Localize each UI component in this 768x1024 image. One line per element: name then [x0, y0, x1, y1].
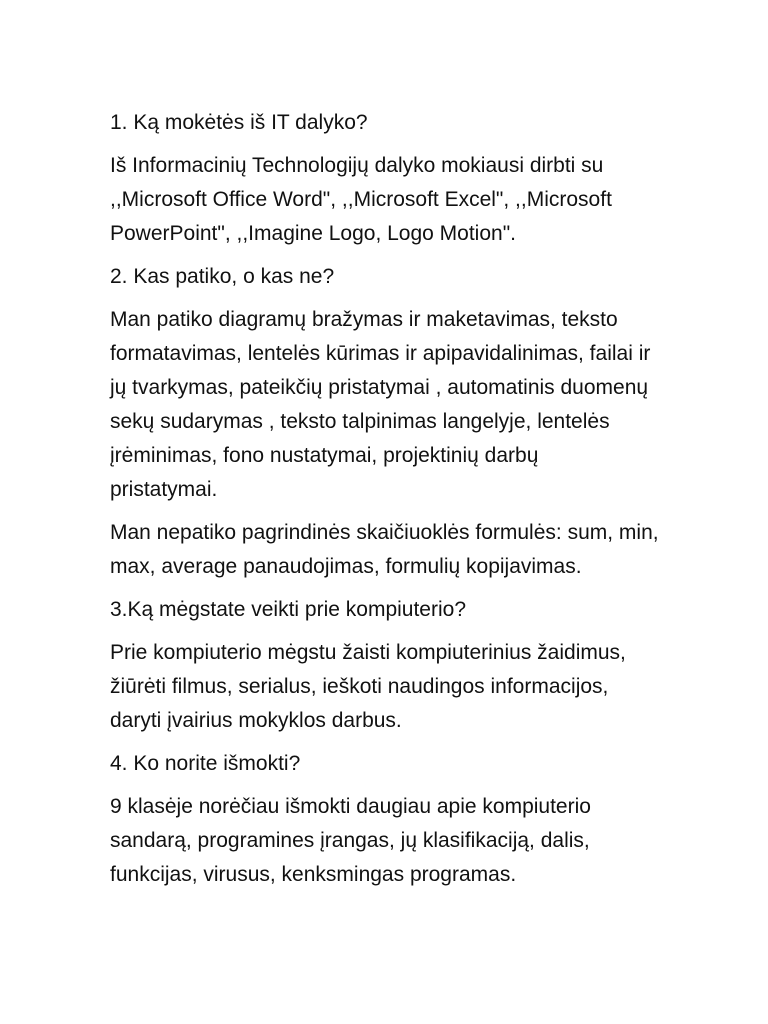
question-2	[110, 260, 740, 294]
text-line: 4. Ko norite išmokti?	[110, 752, 301, 775]
text-line: pristatymai.	[110, 478, 218, 501]
text-line: sandarą, programines įrangas, jų klasifikaciją, dalis,	[110, 829, 590, 852]
text-line: PowerPoint", ,,Imagine Logo, Logo Motion".	[110, 222, 516, 245]
document-body	[110, 106, 740, 901]
answer-4	[110, 790, 740, 892]
text-line: įrėminimas, fono nustatymai, projektinių darbų	[110, 444, 539, 467]
text-line: daryti įvairius mokyklos darbus.	[110, 709, 402, 732]
text-line: sekų sudarymas , teksto talpinimas langelyje, lentelės	[110, 410, 610, 433]
text-line: funkcijas, virusus, kenksmingas programas.	[110, 863, 517, 886]
text-line: Man patiko diagramų bražymas ir maketavimas, teksto	[110, 308, 618, 331]
text-line: 9 klasėje norėčiau išmokti daugiau apie kompiuterio	[110, 795, 591, 818]
text-line: 2. Kas patiko, o kas ne?	[110, 265, 335, 288]
text-line: Prie kompiuterio mėgstu žaisti kompiuterinius žaidimus,	[110, 641, 626, 664]
text-line: jų tvarkymas, pateikčių pristatymai , automatinis duomenų	[110, 376, 649, 399]
answer-1	[110, 149, 740, 251]
question-4	[110, 747, 740, 781]
text-line: formatavimas, lentelės kūrimas ir apipavidalinimas, failai ir	[110, 342, 651, 365]
answer-2-dislikes	[110, 516, 740, 584]
question-1	[110, 106, 740, 140]
text-line: Iš Informacinių Technologijų dalyko mokiausi dirbti su	[110, 154, 604, 177]
text-line: 1. Ką mokėtės iš IT dalyko?	[110, 111, 368, 134]
answer-3	[110, 636, 740, 738]
question-3	[110, 593, 740, 627]
text-line: Man nepatiko pagrindinės skaičiuoklės formulės: sum, min,	[110, 521, 659, 544]
text-line: žiūrėti filmus, serialus, ieškoti naudingos informacijos,	[110, 675, 609, 698]
text-line: 3.Ką mėgstate veikti prie kompiuterio?	[110, 598, 467, 621]
text-line: max, average panaudojimas, formulių kopijavimas.	[110, 555, 582, 578]
text-line: ,,Microsoft Office Word", ,,Microsoft Excel", ,,Microsoft	[110, 188, 612, 211]
answer-2-likes	[110, 303, 740, 507]
